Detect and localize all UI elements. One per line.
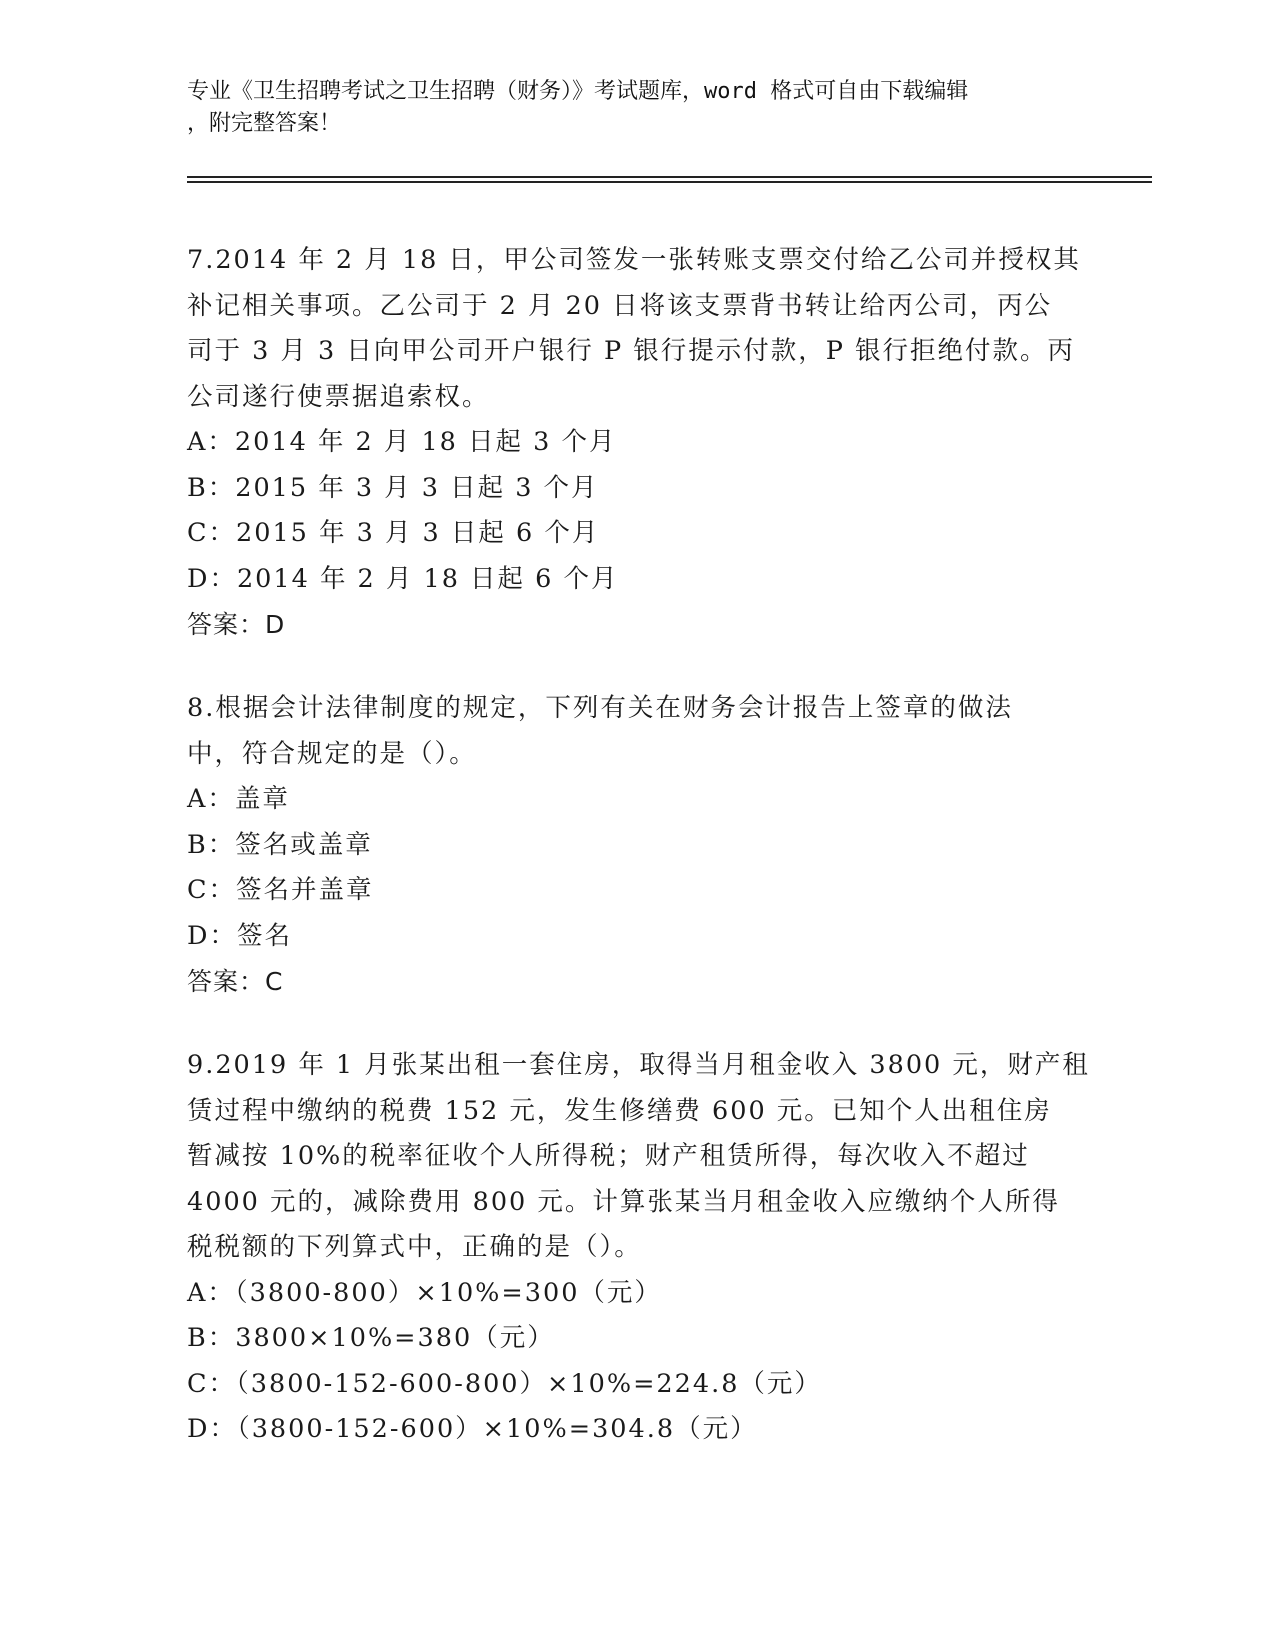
option-b: B：3800×10%=380（元）	[187, 1323, 555, 1353]
question-list	[187, 238, 1090, 1491]
header-line-1: 专业《卫生招聘考试之卫生招聘（财务）》考试题库，word 格式可自由下载编辑	[187, 79, 969, 104]
question-7	[187, 238, 1087, 648]
question-stem-line: 9.2019 年 1 月张某出租一套住房，取得当月租金收入 3800 元，财产租	[187, 1050, 1090, 1080]
question-stem-line: 税税额的下列算式中，正确的是（）。	[187, 1232, 642, 1262]
question-stem-line: 暂减按 10%的税率征收个人所得税；财产租赁所得，每次收入不超过	[187, 1141, 1030, 1171]
header-divider-bottom	[187, 181, 1152, 183]
question-stem-line: 司于 3 月 3 日向甲公司开户银行 P 银行提示付款，P 银行拒绝付款。丙	[187, 336, 1076, 366]
option-b: B：2015 年 3 月 3 日起 3 个月	[187, 472, 599, 503]
option-d: D：签名	[187, 920, 292, 951]
question-stem-line: 7.2014 年 2 月 18 日，甲公司签发一张转账支票交付给乙公司并授权其	[187, 245, 1081, 275]
question-stem-line: 8.根据会计法律制度的规定，下列有关在财务会计报告上签章的做法	[187, 693, 1013, 723]
question-9	[187, 1043, 1090, 1453]
option-a: A：2014 年 2 月 18 日起 3 个月	[187, 427, 617, 457]
option-c: C：2015 年 3 月 3 日起 6 个月	[187, 518, 600, 548]
option-d: D：2014 年 2 月 18 日起 6 个月	[187, 563, 619, 594]
question-stem-line: 公司遂行使票据追索权。	[187, 381, 490, 412]
option-c: C：签名并盖章	[187, 875, 374, 905]
option-b: B：签名或盖章	[187, 829, 373, 860]
question-stem-line: 中，符合规定的是（）。	[187, 738, 477, 769]
header-divider-top	[187, 176, 1152, 178]
header-line-2: ，附完整答案！	[187, 111, 342, 136]
option-a: A：盖章	[187, 784, 290, 814]
question-stem-line: 4000 元的，减除费用 800 元。计算张某当月租金收入应缴纳个人所得	[187, 1186, 1060, 1217]
answer-label: 答案：C	[187, 967, 284, 996]
option-d: D：（3800-152-600）×10%=304.8（元）	[187, 1414, 758, 1444]
option-c: C：（3800-152-600-800）×10%=224.8（元）	[187, 1368, 822, 1399]
question-stem-line: 补记相关事项。乙公司于 2 月 20 日将该支票背书转让给丙公司，丙公	[187, 290, 1053, 321]
question-8	[187, 686, 1087, 1005]
document-header	[187, 76, 1087, 140]
answer-label: 答案：D	[187, 610, 286, 639]
option-a: A：（3800-800）×10%=300（元）	[187, 1277, 662, 1308]
question-stem-line: 赁过程中缴纳的税费 152 元，发生修缮费 600 元。已知个人出租住房	[187, 1095, 1052, 1126]
